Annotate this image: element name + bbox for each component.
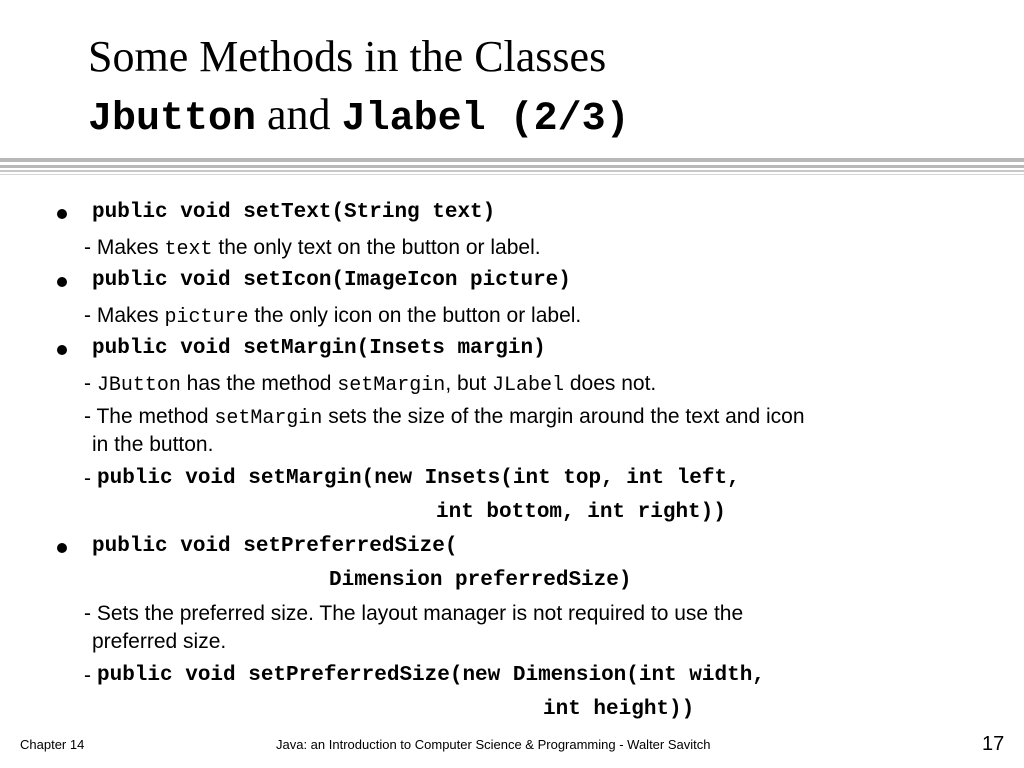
seticon-signature: public void setIcon(ImageIcon picture) (92, 269, 571, 292)
setmargin-note-2-cont: in the button. (92, 433, 214, 456)
m1-pre: - (84, 372, 97, 395)
setpreferredsize-note-1-cont: preferred size. (92, 630, 227, 653)
title-divider-3 (0, 170, 1024, 172)
page-number: 17 (982, 733, 1005, 755)
slide-title (88, 28, 630, 149)
bullet-setmargin (57, 345, 67, 355)
settext-signature: public void setText(String text) (92, 201, 496, 224)
footer-book-title: Java: an Introduction to Computer Science & Programming - Walter Savitch (276, 737, 711, 752)
bullet-settext (57, 209, 67, 219)
settext-desc-post: the only text on the button or label. (212, 236, 541, 259)
title-and: and (267, 90, 331, 139)
m1-code-setmargin: setMargin (337, 374, 446, 397)
setmargin-signature: public void setMargin(Insets margin) (92, 337, 546, 360)
setmargin-note-1 (84, 372, 656, 397)
settext-description (84, 236, 541, 261)
m2-post: sets the size of the margin around the text and icon (322, 405, 805, 428)
setpreferredsize-example-dash: - (84, 664, 91, 687)
m1-code-jbutton: JButton (96, 374, 181, 397)
setpreferredsize-example-line2: int height)) (543, 698, 695, 721)
settext-desc-code: text (164, 238, 213, 261)
title-jlabel: Jlabel (2/3) (341, 97, 630, 142)
m2-pre: - The method (84, 405, 215, 428)
footer-chapter: Chapter 14 (20, 737, 85, 752)
setmargin-note-2 (84, 405, 805, 430)
setmargin-example-dash: - (84, 467, 91, 490)
m2-code: setMargin (214, 407, 323, 430)
bullet-seticon (57, 277, 67, 287)
seticon-desc-code: picture (164, 306, 249, 329)
setpreferredsize-signature-2: Dimension preferredSize) (329, 569, 632, 592)
seticon-desc-pre: - Makes (84, 304, 165, 327)
setmargin-example-line2: int bottom, int right)) (436, 501, 726, 524)
setpreferredsize-signature-1: public void setPreferredSize( (92, 535, 458, 558)
m1-post: does not. (564, 372, 657, 395)
title-jbutton: Jbutton (88, 97, 257, 142)
title-divider-4 (0, 174, 1024, 175)
seticon-desc-post: the only icon on the button or label. (248, 304, 582, 327)
setpreferredsize-note-1: - Sets the preferred size. The layout manager is not required to use the (84, 602, 744, 625)
title-divider-1 (0, 158, 1024, 162)
m1-mid: has the method (180, 372, 338, 395)
title-line-1: Some Methods in the Classes (88, 32, 607, 81)
bullet-setpreferredsize (57, 543, 67, 553)
m1-mid2: , but (445, 372, 493, 395)
title-divider-2 (0, 165, 1024, 168)
title-line-2 (88, 86, 630, 149)
setmargin-example-line1: public void setMargin(new Insets(int top, int left, (97, 467, 740, 490)
settext-desc-pre: - Makes (84, 236, 165, 259)
setpreferredsize-example-line1: public void setPreferredSize(new Dimension(int width, (97, 664, 765, 687)
m1-code-jlabel: JLabel (492, 374, 565, 397)
seticon-description (84, 304, 581, 329)
